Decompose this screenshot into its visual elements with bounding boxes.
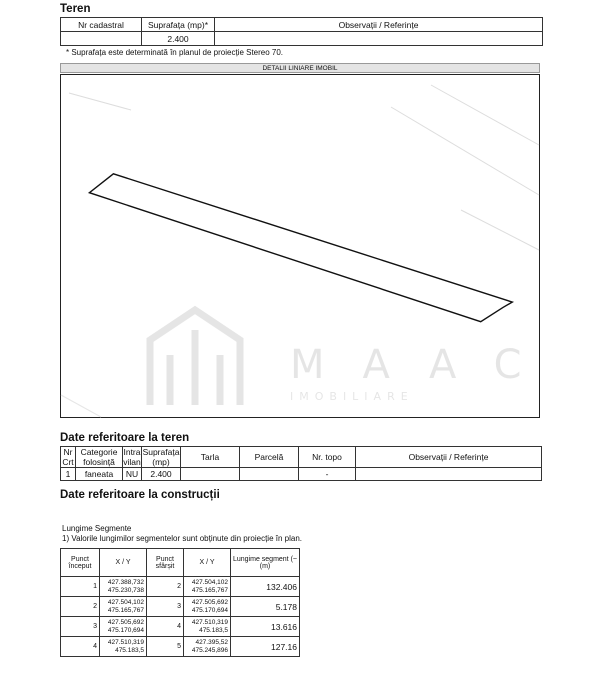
header-suprafata: Suprafața (mp) (142, 447, 180, 467)
header-punct-sfarsit: Punct sfârșit (147, 549, 184, 577)
coord-x: 427.505,692 (107, 618, 144, 626)
coord-y: 475.170,694 (107, 626, 144, 634)
header-suprafata: Suprafața (mp)* (142, 18, 215, 32)
header-nr-topo: Nr. topo (299, 447, 356, 468)
cell-xy-start (100, 637, 147, 657)
cell-tarla (181, 468, 240, 481)
lungime-table (60, 548, 300, 657)
cell-end: 3 (147, 597, 184, 617)
cell-nr-topo: - (299, 468, 356, 481)
cell-start: 1 (61, 577, 100, 597)
cell-length: 5.178 (231, 597, 300, 617)
cell-start: 2 (61, 597, 100, 617)
cell-start: 4 (61, 637, 100, 657)
header-xy-end: X / Y (184, 549, 231, 577)
cell-xy-start (100, 597, 147, 617)
table-row (61, 597, 300, 617)
cell-observatii (215, 32, 543, 46)
watermark-brand: MAAC (290, 342, 560, 388)
plot-title: DETALII LINIARE IMOBIL (60, 63, 540, 73)
coord-x: 427.510,319 (107, 638, 144, 646)
cell-suprafata: 2.400 (142, 32, 215, 46)
date-teren-table (60, 446, 542, 481)
background-stroke (461, 210, 539, 250)
coord-x: 427.505,692 (191, 598, 228, 606)
lungime-rows (61, 577, 300, 657)
coord-y: 475.170,694 (191, 606, 228, 614)
cell-start: 3 (61, 617, 100, 637)
header-observatii: Observații / Referințe (215, 18, 543, 32)
cell-observatii (356, 468, 542, 481)
cell-end: 2 (147, 577, 184, 597)
section-title-date-teren: Date referitoare la teren (60, 432, 190, 444)
coord-x: 427.504,102 (107, 598, 144, 606)
watermark (140, 300, 560, 415)
coord-y: 475.165,767 (107, 606, 144, 614)
background-stroke (431, 85, 539, 145)
teren-note: * Suprafața este determinată în planul de proiecție Stereo 70. (66, 48, 284, 57)
cell-end: 4 (147, 617, 184, 637)
coord-y: 475.165,767 (191, 586, 228, 594)
cell-xy-start (100, 577, 147, 597)
header-observatii: Observații / Referințe (356, 447, 542, 468)
header-lungime: Lungime segment (~ (m) (231, 549, 300, 577)
cell-end: 5 (147, 637, 184, 657)
coord-x: 427.504,102 (191, 578, 228, 586)
cell-nr-cadastral (61, 32, 142, 46)
watermark-logo (140, 300, 560, 410)
table-row (61, 577, 300, 597)
lungime-note: 1) Valorile lungimilor segmentelor sunt obținute din proiecție în plan. (62, 534, 302, 543)
background-stroke (69, 93, 131, 110)
header-nr-cadastral: Nr cadastral (61, 18, 142, 32)
table-row (61, 617, 300, 637)
cell-length: 132.406 (231, 577, 300, 597)
header-intravilan: Intra vilan (123, 447, 141, 467)
cell-xy-end (184, 637, 231, 657)
cell-intravilan: NU (123, 468, 142, 481)
header-punct-inceput: Punct început (61, 549, 100, 577)
cell-xy-end (184, 597, 231, 617)
cell-xy-end (184, 617, 231, 637)
header-categorie: Categorie folosință (76, 447, 123, 468)
cell-categorie: faneata (76, 468, 123, 481)
background-stroke (61, 395, 101, 417)
header-xy-start: X / Y (100, 549, 147, 577)
lungime-title: Lungime Segmente (62, 524, 132, 533)
cell-length: 127.16 (231, 637, 300, 657)
coord-x: 427.395,52 (195, 638, 228, 646)
cell-nr-crt: 1 (61, 468, 76, 481)
cell-parcela (240, 468, 299, 481)
teren-table (60, 17, 543, 46)
table-row (61, 637, 300, 657)
coord-x: 427.510,319 (191, 618, 228, 626)
section-title-date-constructii: Date referitoare la construcții (60, 489, 220, 501)
cell-xy-end (184, 577, 231, 597)
watermark-tagline: IMOBILIARE (290, 390, 414, 403)
coord-y: 475.230,738 (107, 586, 144, 594)
coord-x: 427.388,732 (107, 578, 144, 586)
cell-xy-start (100, 617, 147, 637)
header-tarla: Tarla (181, 447, 240, 468)
background-stroke (391, 107, 539, 195)
header-parcela: Parcelă (240, 447, 299, 468)
coord-y: 475.183,5 (115, 646, 144, 654)
coord-y: 475.245,896 (191, 646, 228, 654)
section-title-teren: Teren (60, 3, 91, 15)
watermark-house-icon (150, 310, 240, 405)
coord-y: 475.183,5 (199, 626, 228, 634)
header-nr-crt: Nr Crt (62, 447, 74, 467)
cell-length: 13.616 (231, 617, 300, 637)
cell-suprafata: 2.400 (142, 468, 181, 481)
